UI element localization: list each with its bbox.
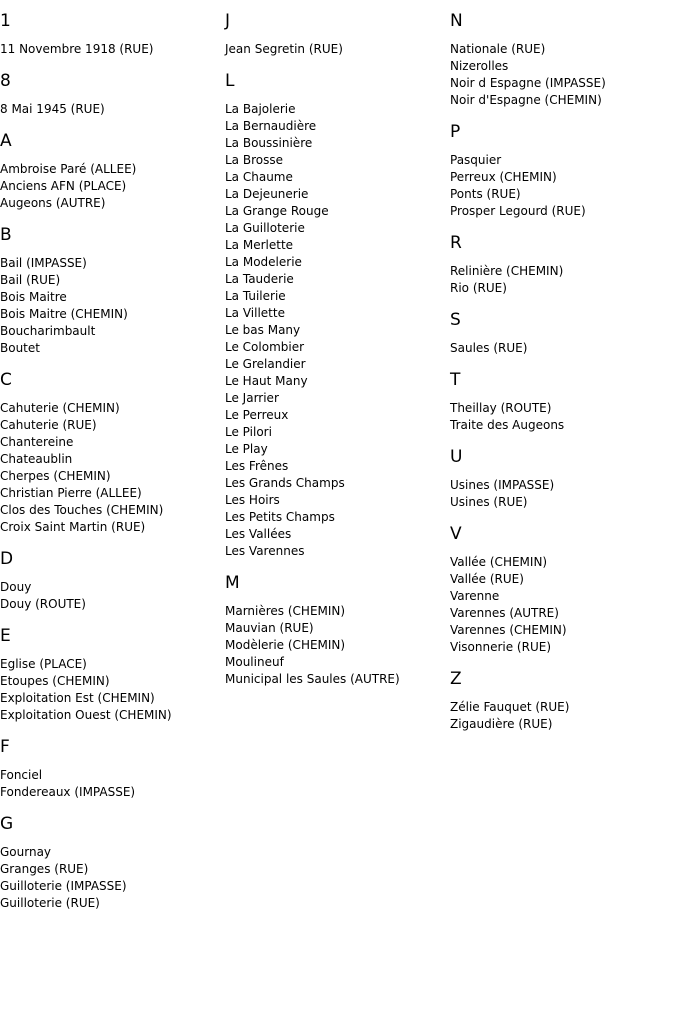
street-list <box>0 101 225 118</box>
street-list-item: Le Grelandier <box>225 357 306 371</box>
street-list-item: La Brosse <box>225 153 283 167</box>
street-list-item: Croix Saint Martin (RUE) <box>0 520 146 534</box>
street-list-item: Cahuterie (RUE) <box>0 418 97 432</box>
street-list-item: Le Play <box>225 442 268 456</box>
section-letter-heading: S <box>450 310 461 330</box>
street-list-item: La Bajolerie <box>225 102 296 116</box>
street-list-item: Exploitation Est (CHEMIN) <box>0 691 155 705</box>
street-list-item: Ponts (RUE) <box>450 187 521 201</box>
street-list-item: 8 Mai 1945 (RUE) <box>0 102 105 116</box>
letter-section <box>450 233 675 297</box>
letter-section <box>450 122 675 220</box>
section-letter-heading: 1 <box>0 11 11 31</box>
street-list-item: Augeons (AUTRE) <box>0 196 106 210</box>
street-list-item: Theillay (ROUTE) <box>450 401 552 415</box>
street-list-item: Les Hoirs <box>225 493 280 507</box>
section-letter-heading: Z <box>450 669 462 689</box>
street-list-item: Guilloterie (RUE) <box>0 896 100 910</box>
street-list-item: Varenne <box>450 589 500 603</box>
street-list-item: Mauvian (RUE) <box>225 621 314 635</box>
letter-section <box>450 524 675 656</box>
street-list-item: Le Pilori <box>225 425 272 439</box>
letter-section <box>450 310 675 357</box>
street-list-item: Cherpes (CHEMIN) <box>0 469 111 483</box>
section-letter-heading: J <box>225 11 231 31</box>
street-list-item: Douy <box>0 580 32 594</box>
street-list <box>450 340 675 357</box>
street-list <box>225 101 450 560</box>
street-list-item: Nizerolles <box>450 59 509 73</box>
section-letter-heading: D <box>0 549 14 569</box>
street-list-item: Les Petits Champs <box>225 510 335 524</box>
street-list-item: Moulineuf <box>225 655 284 669</box>
street-list-item: La Tuilerie <box>225 289 286 303</box>
section-letter-heading: A <box>0 131 12 151</box>
street-list-item: La Boussinière <box>225 136 313 150</box>
street-list-item: Ambroise Paré (ALLEE) <box>0 162 137 176</box>
street-list-item: Saules (RUE) <box>450 341 528 355</box>
street-list <box>0 767 225 801</box>
street-list-item: Nationale (RUE) <box>450 42 546 56</box>
street-index-column-1 <box>0 0 225 925</box>
street-list-item: Prosper Legourd (RUE) <box>450 204 586 218</box>
street-list <box>450 400 675 434</box>
street-list-item: La Tauderie <box>225 272 294 286</box>
street-list-item: Noir d Espagne (IMPASSE) <box>450 76 606 90</box>
street-list-item: Usines (RUE) <box>450 495 528 509</box>
street-list <box>0 255 225 357</box>
letter-section <box>0 370 225 536</box>
street-list-item: Relinière (CHEMIN) <box>450 264 564 278</box>
section-letter-heading: R <box>450 233 462 253</box>
street-list <box>450 699 675 733</box>
letter-section <box>0 71 225 118</box>
section-letter-heading: M <box>225 573 240 593</box>
letter-section <box>0 225 225 357</box>
street-list-item: Vallée (RUE) <box>450 572 524 586</box>
street-list-item: Etoupes (CHEMIN) <box>0 674 110 688</box>
letter-section <box>225 71 450 560</box>
section-letter-heading: E <box>0 626 11 646</box>
street-list-item: Cahuterie (CHEMIN) <box>0 401 120 415</box>
street-list-item: Le bas Many <box>225 323 301 337</box>
street-list-item: Rio (RUE) <box>450 281 507 295</box>
section-letter-heading: 8 <box>0 71 11 91</box>
street-list <box>450 477 675 511</box>
street-list <box>225 41 450 58</box>
street-list <box>450 263 675 297</box>
street-list <box>0 161 225 212</box>
street-list-item: Le Haut Many <box>225 374 308 388</box>
street-list-item: Varennes (CHEMIN) <box>450 623 567 637</box>
street-list-item: Guilloterie (IMPASSE) <box>0 879 127 893</box>
street-list-item: La Bernaudière <box>225 119 317 133</box>
street-list <box>0 579 225 613</box>
street-list-item: Le Perreux <box>225 408 289 422</box>
street-list-item: Bail (RUE) <box>0 273 61 287</box>
letter-section <box>0 11 225 58</box>
street-list-item: Visonnerie (RUE) <box>450 640 551 654</box>
letter-section <box>0 131 225 212</box>
letter-section <box>0 737 225 801</box>
section-letter-heading: N <box>450 11 463 31</box>
section-letter-heading: U <box>450 447 463 467</box>
section-letter-heading: F <box>0 737 10 757</box>
street-list-item: Marnières (CHEMIN) <box>225 604 346 618</box>
street-list-item: Traite des Augeons <box>450 418 565 432</box>
street-list <box>225 603 450 688</box>
street-list-item: Boucharimbault <box>0 324 96 338</box>
section-letter-heading: L <box>225 71 235 91</box>
section-letter-heading: G <box>0 814 14 834</box>
section-letter-heading: V <box>450 524 462 544</box>
street-list-item: Usines (IMPASSE) <box>450 478 555 492</box>
street-list-item: La Guilloterie <box>225 221 305 235</box>
letter-section <box>0 814 225 912</box>
letter-section <box>225 573 450 688</box>
street-list-item: La Villette <box>225 306 285 320</box>
street-list-item: La Chaume <box>225 170 293 184</box>
street-list-item: Les Varennes <box>225 544 305 558</box>
street-list-item: Vallée (CHEMIN) <box>450 555 548 569</box>
street-list-item: Bail (IMPASSE) <box>0 256 87 270</box>
section-letter-heading: C <box>0 370 12 390</box>
street-list <box>450 554 675 656</box>
street-list-item: Le Jarrier <box>225 391 279 405</box>
street-list-item: Municipal les Saules (AUTRE) <box>225 672 400 686</box>
street-list-item: Pasquier <box>450 153 502 167</box>
street-list <box>0 41 225 58</box>
street-list-item: Granges (RUE) <box>0 862 89 876</box>
street-list <box>0 656 225 724</box>
street-index-column-2 <box>225 0 450 701</box>
street-list-item: Douy (ROUTE) <box>0 597 86 611</box>
street-list-item: Le Colombier <box>225 340 305 354</box>
letter-section <box>0 626 225 724</box>
street-list <box>0 400 225 536</box>
street-list-item: Bois Maitre (CHEMIN) <box>0 307 128 321</box>
street-list-item: Clos des Touches (CHEMIN) <box>0 503 164 517</box>
letter-section <box>450 11 675 109</box>
section-letter-heading: T <box>450 370 461 390</box>
street-list-item: Christian Pierre (ALLEE) <box>0 486 142 500</box>
letter-section <box>450 669 675 733</box>
letter-section <box>450 447 675 511</box>
street-list-item: Noir d'Espagne (CHEMIN) <box>450 93 602 107</box>
street-list <box>450 41 675 109</box>
street-list-item: Chantereine <box>0 435 74 449</box>
street-list-item: Perreux (CHEMIN) <box>450 170 557 184</box>
street-list-item: Modèlerie (CHEMIN) <box>225 638 346 652</box>
street-list-item: Boutet <box>0 341 40 355</box>
street-list-item: Les Grands Champs <box>225 476 345 490</box>
street-list-item: Les Frênes <box>225 459 289 473</box>
letter-section <box>450 370 675 434</box>
street-list-item: Fonciel <box>0 768 43 782</box>
street-list-item: Les Vallées <box>225 527 292 541</box>
street-list <box>450 152 675 220</box>
street-list-item: Jean Segretin (RUE) <box>225 42 343 56</box>
street-list-item: Exploitation Ouest (CHEMIN) <box>0 708 172 722</box>
street-index-column-3 <box>450 0 675 746</box>
street-list-item: La Dejeunerie <box>225 187 309 201</box>
street-list-item: La Merlette <box>225 238 294 252</box>
street-list-item: 11 Novembre 1918 (RUE) <box>0 42 154 56</box>
street-list-item: Gournay <box>0 845 52 859</box>
street-list-item: Chateaublin <box>0 452 73 466</box>
section-letter-heading: B <box>0 225 12 245</box>
street-list-item: Zigaudière (RUE) <box>450 717 553 731</box>
street-list-item: Bois Maitre <box>0 290 67 304</box>
street-list <box>0 844 225 912</box>
street-list-item: Varennes (AUTRE) <box>450 606 559 620</box>
street-list-item: Eglise (PLACE) <box>0 657 87 671</box>
street-list-item: La Grange Rouge <box>225 204 329 218</box>
street-list-item: Fondereaux (IMPASSE) <box>0 785 136 799</box>
letter-section <box>225 11 450 58</box>
letter-section <box>0 549 225 613</box>
street-list-item: Anciens AFN (PLACE) <box>0 179 127 193</box>
street-list-item: La Modelerie <box>225 255 302 269</box>
street-list-item: Zélie Fauquet (RUE) <box>450 700 570 714</box>
section-letter-heading: P <box>450 122 461 142</box>
